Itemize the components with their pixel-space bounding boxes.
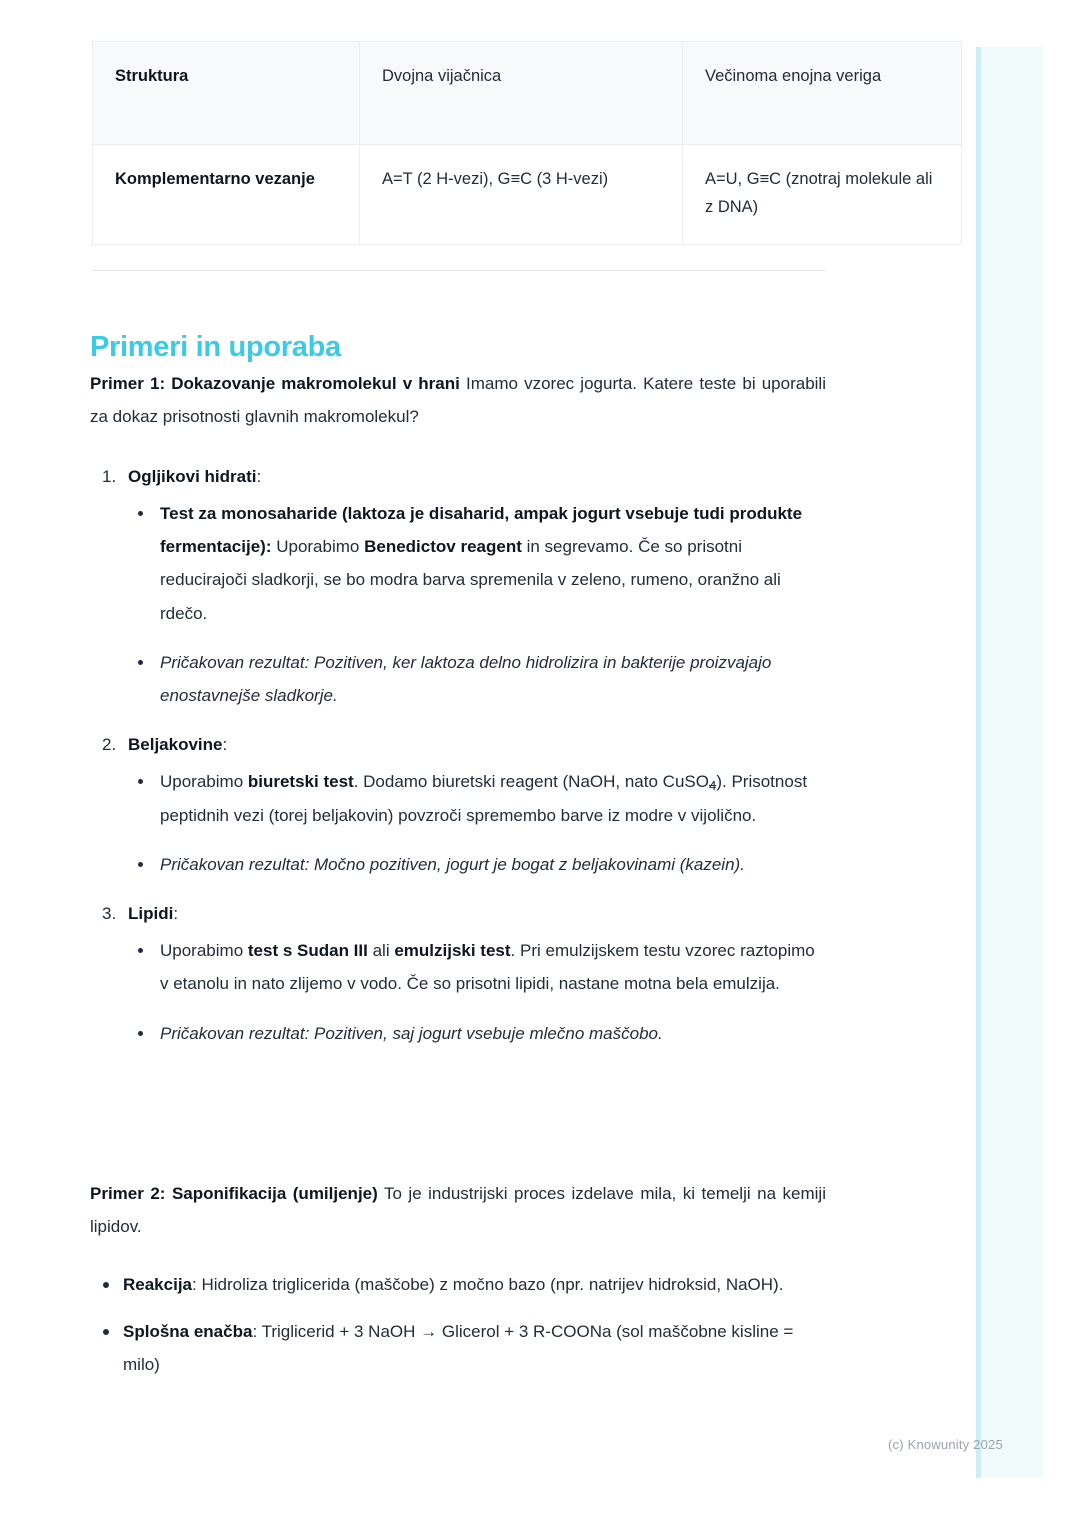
example1-title: Primer 1: Dokazovanje makromolekul v hrani	[90, 374, 460, 393]
example1-list-block	[90, 460, 826, 1066]
sublist	[128, 497, 826, 712]
list-item-heading-suffix: :	[222, 734, 228, 754]
bullet-bold-mid2: emulzijski test	[394, 941, 511, 961]
list-item	[90, 1315, 826, 1381]
bullet-text	[160, 646, 826, 712]
bullet-text-b: . Dodamo biuretski reagent (NaOH, nato CuSO	[353, 772, 709, 792]
list-item-number: 3.	[102, 904, 117, 924]
list-item	[90, 460, 826, 712]
list-item-heading	[128, 460, 826, 493]
list-item	[128, 848, 826, 881]
bullet-text-mid: ali	[367, 941, 395, 961]
bullet-text	[160, 848, 826, 881]
list-item-heading-text: Lipidi	[128, 904, 174, 924]
bullet-text-rest: : Triglicerid + 3 NaOH → Glicerol + 3 R-COONa (sol maščobne kisline = milo)	[123, 1322, 794, 1375]
bullet-text-a: Uporabimo	[160, 772, 248, 792]
expected-result-text: : Pozitiven, ker laktoza delno hidrolizira in bakterije proizvajajo enostavnejše sladkorje.	[160, 652, 772, 705]
list-item	[128, 497, 826, 630]
bullet-text	[123, 1315, 826, 1381]
bullet-text-a: Uporabimo	[160, 941, 248, 961]
section-divider	[92, 270, 826, 271]
bullet-text-a: Uporabimo	[271, 537, 365, 557]
bullet-bold-mid: test s Sudan III	[247, 941, 368, 961]
list-item-heading	[128, 728, 826, 761]
chemical-subscript: 4	[708, 778, 717, 794]
example2-title: Primer 2: Saponifikacija (umiljenje)	[90, 1184, 378, 1203]
table-row	[93, 145, 962, 245]
example2-list-block	[90, 1268, 826, 1395]
bullet-text-rest: : Hidroliza triglicerida (maščobe) z močno bazo (npr. natrijev hidroksid, NaOH).	[192, 1275, 784, 1294]
list-item-heading-suffix: :	[173, 904, 179, 924]
list-item-heading-suffix: :	[256, 467, 262, 486]
saponification-list	[90, 1268, 826, 1381]
table-cell-dna: Dvojna vijačnica	[360, 42, 683, 145]
example2-intro-block	[90, 1177, 826, 1243]
list-item-heading	[128, 897, 826, 930]
macromolecule-test-list	[90, 460, 826, 1050]
bullet-text	[160, 1017, 826, 1050]
copyright-watermark: (c) Knowunity 2025	[888, 1437, 1003, 1452]
expected-result-text: : Močno pozitiven, jogurt je bogat z beljakovinami (kazein).	[304, 855, 745, 875]
table-row	[93, 42, 962, 145]
example1-paragraph	[90, 367, 826, 433]
expected-result-text: : Pozitiven, saj jogurt vsebuje mlečno maščobo.	[304, 1023, 663, 1043]
bullet-bold-mid: biuretski test	[247, 772, 354, 792]
bullet-bold-lead: Test za monosaharide (laktoza je disaharid, ampak jogurt vsebuje tudi produkte fermentacije):	[160, 504, 803, 557]
list-item	[128, 1017, 826, 1050]
list-item	[90, 897, 826, 1050]
bullet-text-b: in segrevamo. Če so prisotni reducirajoči sladkorji, se bo modra barva spremenila v zeleno, rumeno, oranžno ali rdečo.	[160, 537, 781, 623]
expected-result-label: Pričakovan rezultat	[160, 1023, 305, 1043]
expected-result-label: Pričakovan rezultat	[160, 652, 305, 672]
list-item	[128, 934, 826, 1000]
bullet-text	[123, 1268, 826, 1301]
bullet-text	[160, 934, 826, 1000]
example2-paragraph	[90, 1177, 826, 1243]
bullet-bold-lead: Splošna enačba	[123, 1322, 253, 1342]
page-edge-strip	[976, 47, 1043, 1478]
bullet-bold-mid: Benedictov reagent	[364, 537, 522, 557]
table-cell-label: Struktura	[93, 42, 360, 145]
section-heading: Primeri in uporaba	[90, 331, 341, 364]
example2-intro-text: To je industrijski proces izdelave mila, ki temelji na kemiji lipidov.	[90, 1184, 826, 1237]
dna-rna-comparison-table	[92, 41, 962, 245]
list-item-number: 2.	[102, 734, 117, 754]
table-cell-rna: A=U, G≡C (znotraj molekule ali z DNA)	[683, 145, 962, 245]
table-cell-rna: Večinoma enojna veriga	[683, 42, 962, 145]
bullet-text	[160, 497, 826, 630]
bullet-text-c: ). Prisotnost peptidnih vezi (torej beljakovin) povzroči spremembo barve iz modre v vijolično.	[160, 772, 808, 825]
example1-intro-block	[90, 367, 826, 433]
sublist	[128, 765, 826, 881]
list-item-heading-text: Ogljikovi hidrati	[128, 467, 257, 486]
sublist	[128, 934, 826, 1049]
example1-intro-text: Imamo vzorec jogurta. Katere teste bi uporabili za dokaz prisotnosti glavnih makromolekul?	[90, 374, 826, 427]
list-item	[90, 728, 826, 881]
expected-result-label: Pričakovan rezultat	[160, 855, 305, 875]
list-item-heading-text: Beljakovine	[128, 734, 223, 754]
list-item	[128, 765, 826, 832]
list-item	[128, 646, 826, 712]
table-cell-dna: A=T (2 H-vezi), G≡C (3 H-vezi)	[360, 145, 683, 245]
bullet-text-b: . Pri emulzijskem testu vzorec raztopimo v etanolu in nato zlijemo v vodo. Če so prisotni lipidi, nastane motna bela emulzija.	[160, 941, 815, 994]
list-item-number: 1.	[102, 467, 117, 486]
bullet-bold-lead: Reakcija	[123, 1275, 192, 1294]
table-cell-label: Komplementarno vezanje	[93, 145, 360, 245]
list-item	[90, 1268, 826, 1301]
bullet-text	[160, 765, 826, 832]
